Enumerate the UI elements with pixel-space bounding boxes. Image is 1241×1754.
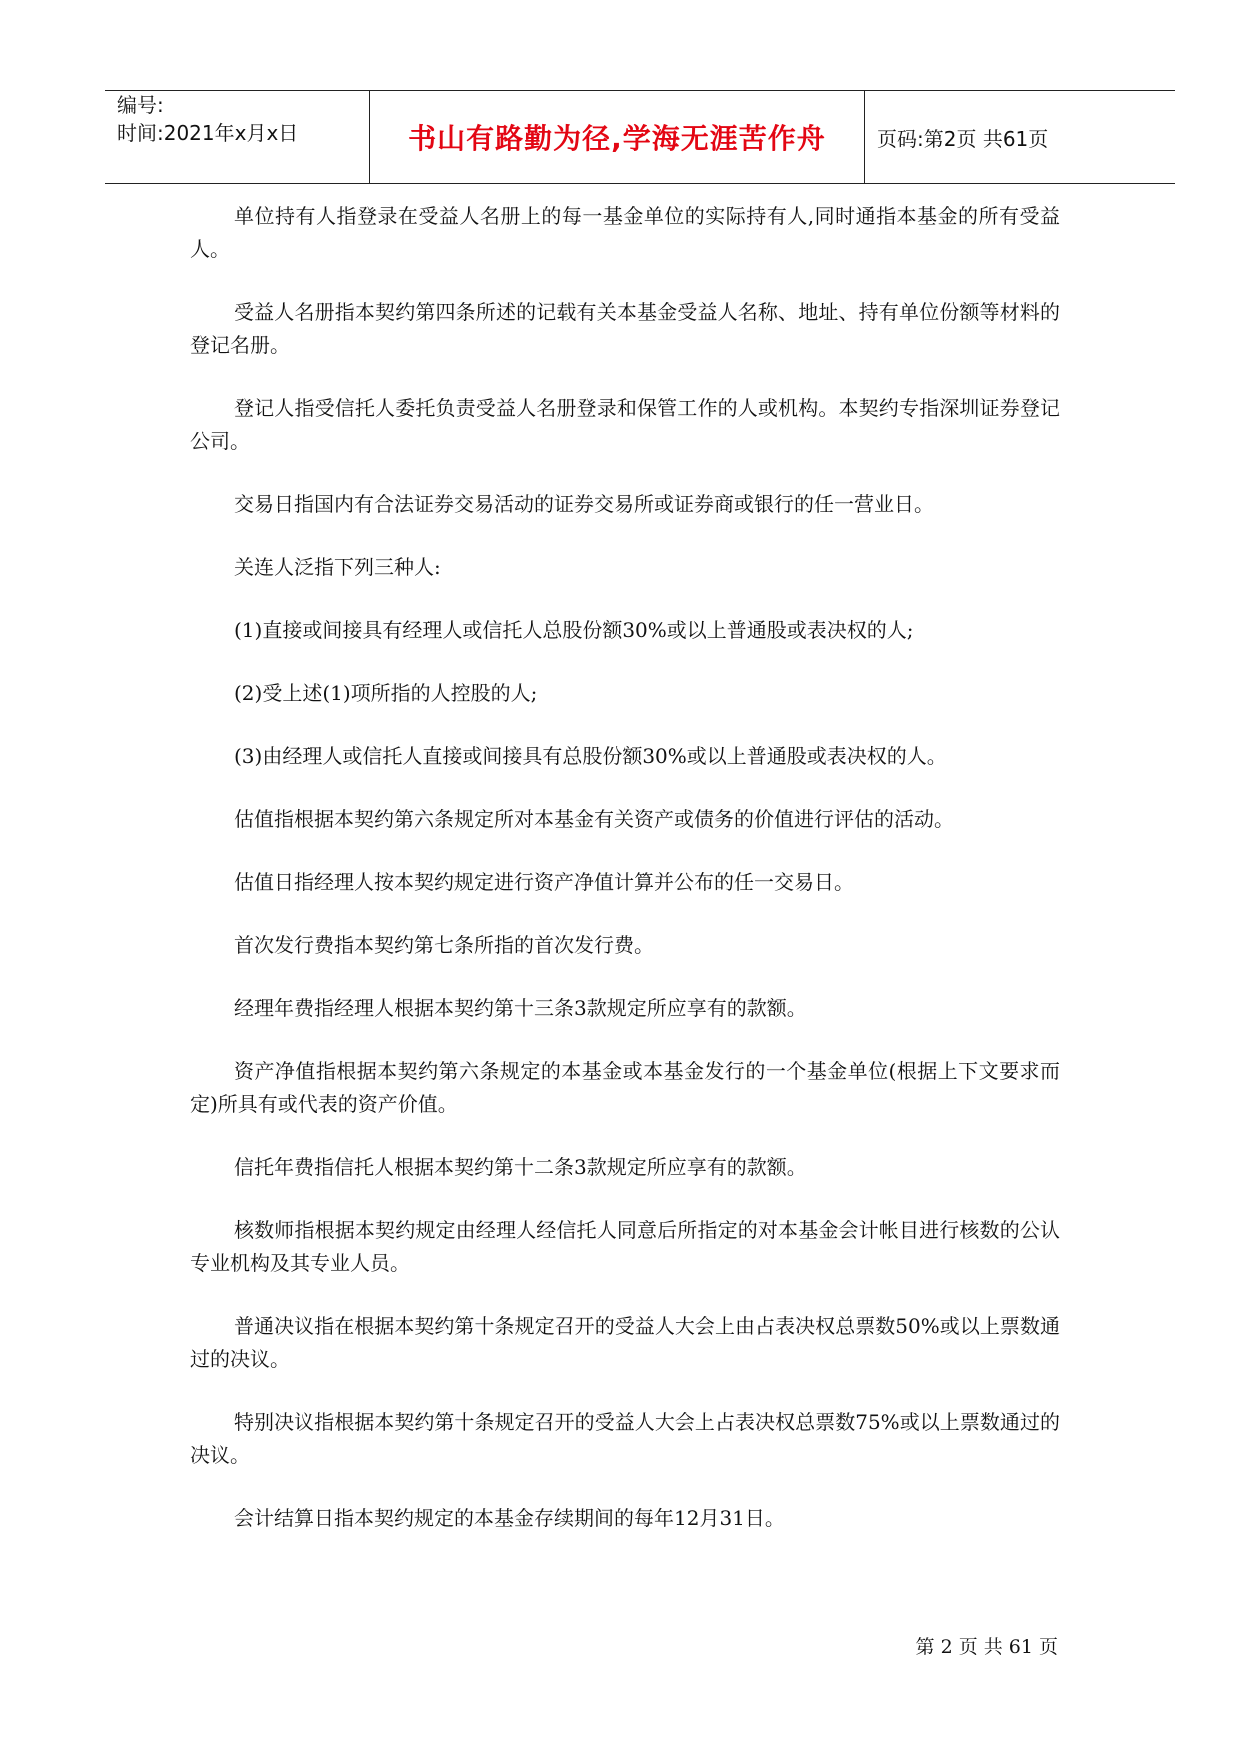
header-meta-cell	[105, 91, 370, 183]
paragraph: 估值日指经理人按本契约规定进行资产净值计算并公布的任一交易日。	[234, 870, 854, 894]
header-motto-cell	[370, 91, 865, 183]
paragraph: 核数师指根据本契约规定由经理人经信托人同意后所指定的对本基金会计帐目进行核数的公认专业机构及其专业人员。	[190, 1218, 1060, 1275]
paragraph: 资产净值指根据本契约第六条规定的本基金或本基金发行的一个基金单位(根据上下文要求而定)所具有或代表的资产价值。	[190, 1059, 1060, 1116]
document-body	[190, 200, 1060, 1565]
paragraph: 首次发行费指本契约第七条所指的首次发行费。	[234, 933, 654, 957]
header-page-info: 页码:第2页 共61页	[877, 126, 1049, 151]
serial-label: 编号:	[117, 93, 164, 117]
motto-text: 书山有路勤为径,学海无涯苦作舟	[408, 122, 826, 155]
footer-page-number: 第 2 页 共 61 页	[915, 1636, 1058, 1658]
paragraph: 登记人指受信托人委托负责受益人名册登录和保管工作的人或机构。本契约专指深圳证券登记公司。	[190, 396, 1060, 453]
paragraph: (1)直接或间接具有经理人或信托人总股份额30%或以上普通股或表决权的人;	[234, 618, 914, 642]
paragraph: 估值指根据本契约第六条规定所对本基金有关资产或债务的价值进行评估的活动。	[234, 807, 954, 831]
paragraph: 普通决议指在根据本契约第十条规定召开的受益人大会上由占表决权总票数50%或以上票数通过的决议。	[190, 1314, 1060, 1371]
paragraph: 会计结算日指本契约规定的本基金存续期间的每年12月31日。	[234, 1506, 785, 1530]
paragraph: (3)由经理人或信托人直接或间接具有总股份额30%或以上普通股或表决权的人。	[234, 744, 947, 768]
paragraph: 经理年费指经理人根据本契约第十三条3款规定所应享有的款额。	[234, 996, 807, 1020]
page-footer	[0, 1632, 1058, 1659]
paragraph: 交易日指国内有合法证券交易活动的证券交易所或证券商或银行的任一营业日。	[234, 492, 934, 516]
paragraph: 单位持有人指登录在受益人名册上的每一基金单位的实际持有人,同时通指本基金的所有受益人。	[190, 204, 1060, 261]
time-label: 时间:2021年x月x日	[117, 121, 299, 145]
paragraph: (2)受上述(1)项所指的人控股的人;	[234, 681, 538, 705]
header-page-cell	[865, 91, 1175, 183]
paragraph: 特别决议指根据本契约第十条规定召开的受益人大会上占表决权总票数75%或以上票数通过的决议。	[190, 1410, 1060, 1467]
paragraph: 受益人名册指本契约第四条所述的记载有关本基金受益人名称、地址、持有单位份额等材料的登记名册。	[190, 300, 1060, 357]
paragraph: 信托年费指信托人根据本契约第十二条3款规定所应享有的款额。	[234, 1155, 807, 1179]
paragraph: 关连人泛指下列三种人:	[234, 555, 441, 579]
page-header	[105, 90, 1175, 184]
